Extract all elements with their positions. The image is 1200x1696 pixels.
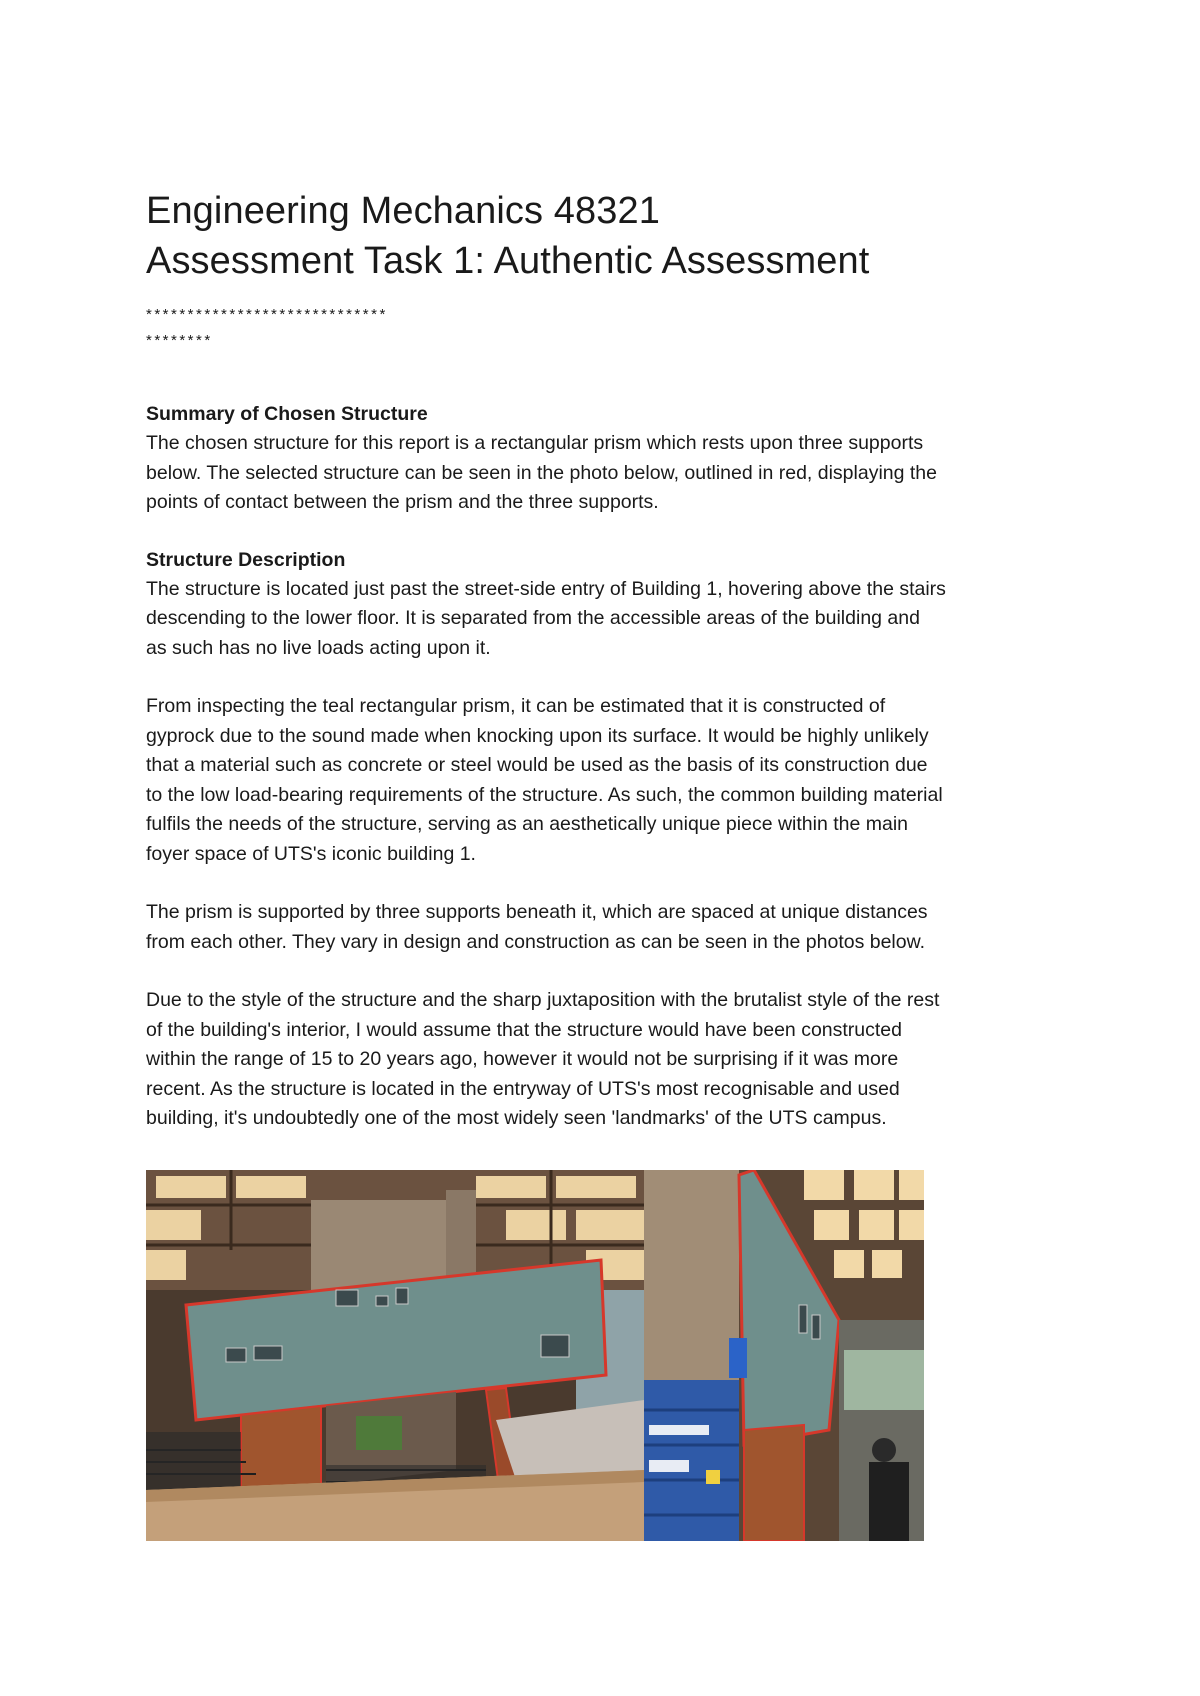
document-title-line-1: Engineering Mechanics 48321 bbox=[146, 190, 660, 232]
text-line: below. The selected structure can be seen in the photo below, outlined in red, displaying the bbox=[146, 461, 937, 484]
text-line: descending to the lower floor. It is separated from the accessible areas of the building and bbox=[146, 607, 920, 629]
text-line: building, it's undoubtedly one of the most widely seen 'landmarks' of the UTS campus. bbox=[146, 1107, 887, 1129]
document-page bbox=[146, 186, 1066, 1134]
text-line: gyprock due to the sound made when knocking upon its surface. It would be highly unlikely bbox=[146, 724, 929, 747]
text-line: points of contact between the prism and the three supports. bbox=[146, 491, 659, 513]
photo-prism-front-view bbox=[146, 1170, 644, 1541]
paragraph-supports bbox=[146, 898, 1066, 957]
text-line: The chosen structure for this report is a rectangular prism which rests upon three supports bbox=[146, 432, 924, 454]
document-title-line-2: Assessment Task 1: Authentic Assessment bbox=[146, 240, 870, 282]
stars-line-1: ***************************** bbox=[146, 306, 388, 323]
section-heading: Structure Description bbox=[146, 548, 346, 571]
text-line: foyer space of UTS's iconic building 1. bbox=[146, 842, 476, 865]
text-line: that a material such as concrete or steel would be used as the basis of its construction due bbox=[146, 754, 928, 776]
text-line: The prism is supported by three supports beneath it, which are spaced at unique distances bbox=[146, 901, 928, 923]
separator-stars bbox=[146, 302, 1066, 354]
section-description bbox=[146, 546, 1066, 664]
text-line: as such has no live loads acting upon it. bbox=[146, 636, 491, 659]
section-summary bbox=[146, 400, 1066, 518]
text-line: The structure is located just past the street-side entry of Building 1, hovering above the stairs bbox=[146, 577, 946, 600]
text-line: From inspecting the teal rectangular prism, it can be estimated that it is constructed of bbox=[146, 695, 886, 717]
photo-prism-side-view bbox=[644, 1170, 924, 1541]
section-heading: Summary of Chosen Structure bbox=[146, 403, 428, 425]
paragraph-material bbox=[146, 692, 1066, 869]
text-line: recent. As the structure is located in the entryway of UTS's most recognisable and used bbox=[146, 1077, 900, 1100]
stars-line-2: ******** bbox=[146, 332, 213, 349]
text-line: within the range of 15 to 20 years ago, however it would not be surprising if it was more bbox=[146, 1048, 899, 1070]
text-line: to the low load-bearing requirements of the structure. As such, the common building material bbox=[146, 783, 943, 806]
text-line: fulfils the needs of the structure, serving as an aesthetically unique piece within the main bbox=[146, 813, 909, 835]
text-line: Due to the style of the structure and the sharp juxtaposition with the brutalist style of the rest bbox=[146, 989, 940, 1011]
structure-photos bbox=[146, 1170, 924, 1541]
text-line: of the building's interior, I would assume that the structure would have been constructed bbox=[146, 1018, 902, 1041]
paragraph-age bbox=[146, 986, 1066, 1134]
text-line: from each other. They vary in design and construction as can be seen in the photos below. bbox=[146, 930, 926, 953]
